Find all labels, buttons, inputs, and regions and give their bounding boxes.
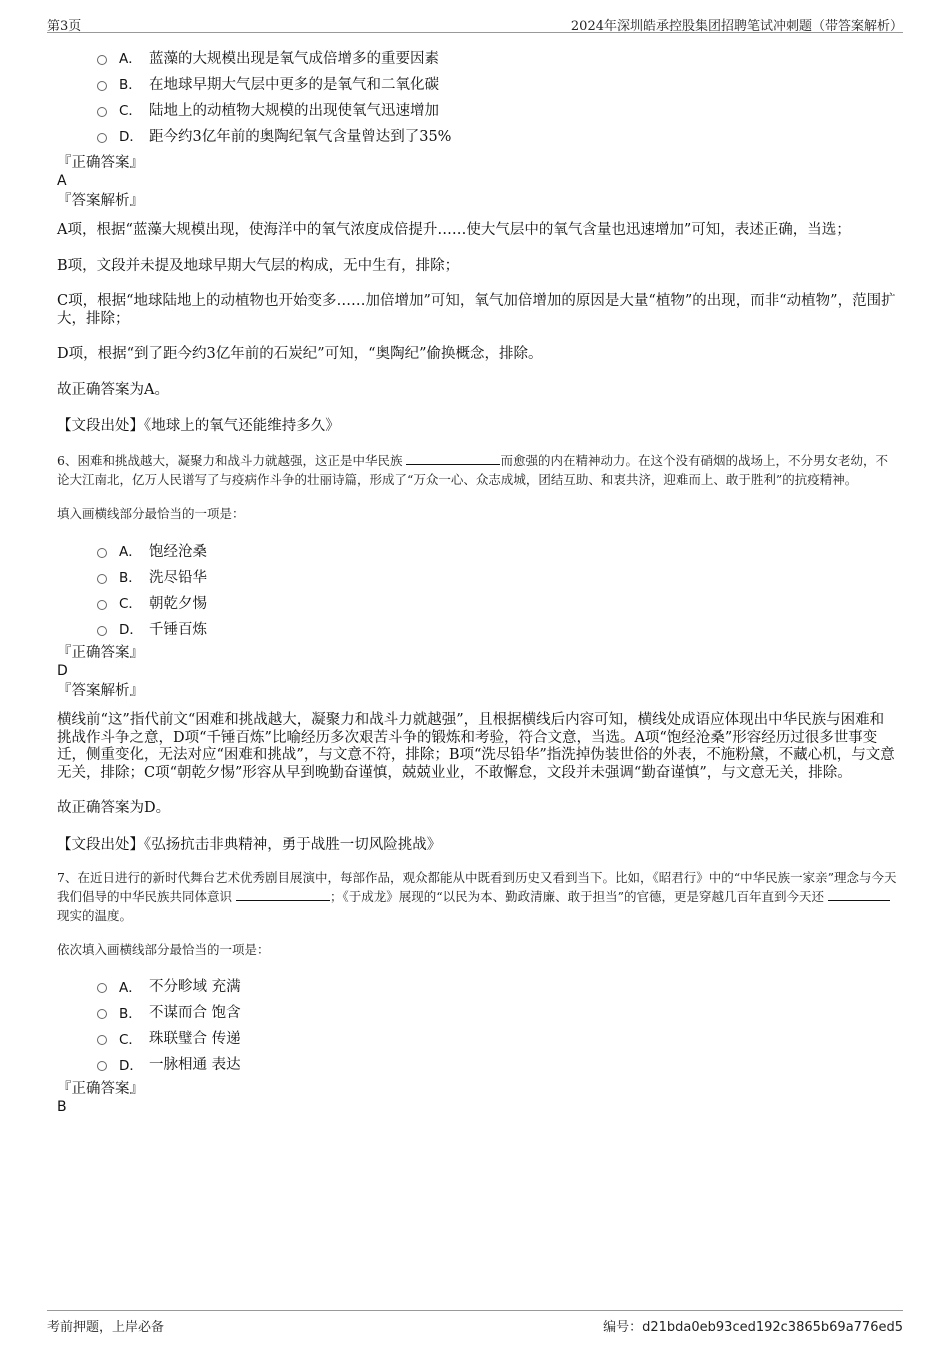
radio-icon[interactable] bbox=[97, 81, 107, 91]
q6-options bbox=[97, 537, 897, 641]
page-footer bbox=[47, 1310, 903, 1333]
q5-analysis-d: D项，根据“到了距今约3亿年前的石炭纪”可知，“奥陶纪”偷换概念，排除。 bbox=[57, 346, 543, 362]
q7-blank-1 bbox=[236, 888, 330, 901]
radio-icon[interactable] bbox=[97, 133, 107, 143]
q6-answer: D bbox=[57, 663, 68, 679]
q6-prompt: 填入画横线部分最恰当的一项是： bbox=[57, 506, 245, 521]
page-content bbox=[57, 44, 897, 1117]
radio-icon[interactable] bbox=[97, 626, 107, 636]
radio-icon[interactable] bbox=[97, 983, 107, 993]
q5-analysis-c: C项，根据“地球陆地上的动植物也开始变多……加倍增加”可知，氧气加倍增加的原因是大量“植物”的出现，而非“动植物”，范围扩大，排除； bbox=[57, 293, 896, 327]
q6-option-b[interactable]: B． 洗尽铅华 bbox=[97, 563, 897, 589]
q7-prompt: 依次填入画横线部分最恰当的一项是： bbox=[57, 941, 270, 957]
q6-option-a[interactable]: A． 饱经沧桑 bbox=[97, 537, 897, 563]
q7-stem: 7、在近日进行的新时代舞台艺术优秀剧目展演中，每部作品，观众都能从中既看到历史又看到当下。比如，《昭君行》中的“中华民族一家亲”理念与今天我们倡导的中华民族共同体意识 ；《于成龙》展现的“以民为本、勤政清廉、敢于担当”的官德，更是穿越几百年直到今天还 现实的温度。 bbox=[57, 869, 897, 923]
q6-stem: 6、困难和挑战越大，凝聚力和战斗力就越强，这正是中华民族 而愈强的内在精神动力。在这个没有硝烟的战场上，不分男女老幼，不论大江南北，亿万人民谱写了与疫病作斗争的壮丽诗篇，形成了“万众一心、众志成城，团结互助、和衷共济，迎难而上、敢于胜利”的抗疫精神。 bbox=[57, 453, 888, 487]
document-code bbox=[603, 1316, 903, 1335]
q7-option-d[interactable]: D． 一脉相通 表达 bbox=[97, 1051, 897, 1077]
q7-option-b[interactable]: B． 不谋而合 饱含 bbox=[97, 999, 897, 1025]
q5-option-b[interactable]: B． 在地球早期大气层中更多的是氧气和二氧化碳 bbox=[97, 70, 897, 96]
q5-answer: A bbox=[57, 173, 67, 189]
q5-conclusion: 故正确答案为A。 bbox=[57, 381, 169, 398]
q5-analysis-a: A项，根据“蓝藻大规模出现，使海洋中的氧气浓度成倍提升……使大气层中的氧气含量也迅速增加”可知，表述正确，当选； bbox=[57, 222, 851, 238]
radio-icon[interactable] bbox=[97, 1035, 107, 1045]
q5-source: 【文段出处】《地球上的氧气还能维持多久》 bbox=[57, 418, 340, 434]
q7-blank-2 bbox=[828, 888, 890, 901]
footer-slogan: 考前押题，上岸必备 bbox=[47, 1320, 165, 1335]
q6-blank bbox=[406, 452, 500, 465]
radio-icon[interactable] bbox=[97, 600, 107, 610]
radio-icon[interactable] bbox=[97, 55, 107, 65]
radio-icon[interactable] bbox=[97, 107, 107, 117]
q5-analysis-b: B项，文段并未提及地球早期大气层的构成，无中生有，排除； bbox=[57, 257, 460, 274]
page-header bbox=[47, 12, 903, 33]
q6-option-d[interactable]: D． 千锤百炼 bbox=[97, 615, 897, 641]
q7-option-a[interactable]: A． 不分畛域 充满 bbox=[97, 973, 897, 999]
q7-answer-label: 『正确答案』 bbox=[57, 1080, 144, 1097]
radio-icon[interactable] bbox=[97, 574, 107, 584]
code-label: 编号： bbox=[603, 1320, 643, 1335]
q5-option-d[interactable]: D． 距今约3亿年前的奥陶纪氧气含量曾达到了35% bbox=[97, 122, 897, 148]
q6-conclusion: 故正确答案为D。 bbox=[57, 800, 171, 816]
document-title: 2024年深圳皓承控股集团招聘笔试冲刺题（带答案解析） bbox=[570, 19, 903, 34]
radio-icon[interactable] bbox=[97, 1061, 107, 1071]
code-value: d21bda0eb93ced192c3865b69a776ed5 bbox=[642, 1320, 903, 1335]
q6-analysis: 横线前“这”指代前文“困难和挑战越大，凝聚力和战斗力就越强”，且根据横线后内容可知，横线处成语应体现出中华民族与困难和挑战作斗争之意，D项“千锤百炼”比喻经历多次艰苦斗争的锻炼和考验，符合文意，当选。A项“饱经沧桑”形容经历过很多世事变迁，侧重变化，无法对应“困难和挑战”，与文意不符，排除；B项“洗尽铅华”指洗掉伪装世俗的外表，不施粉黛，不藏心机，与文意无关，排除；C项“朝乾夕惕”形容从早到晚勤奋谨慎，兢兢业业，不敢懈怠，文段并未强调“勤奋谨慎”，与文意无关，排除。 bbox=[57, 712, 895, 781]
q5-option-a[interactable]: A． 蓝藻的大规模出现是氧气成倍增多的重要因素 bbox=[97, 44, 897, 70]
q6-analysis-label: 『答案解析』 bbox=[57, 683, 144, 699]
q5-answer-label: 『正确答案』 bbox=[57, 155, 144, 171]
q6-option-c[interactable]: C． 朝乾夕惕 bbox=[97, 589, 897, 615]
q5-analysis-label: 『答案解析』 bbox=[57, 193, 144, 209]
q7-option-c[interactable]: C． 珠联璧合 传递 bbox=[97, 1025, 897, 1051]
radio-icon[interactable] bbox=[97, 1009, 107, 1019]
q6-answer-label: 『正确答案』 bbox=[57, 645, 144, 661]
q7-answer: B bbox=[57, 1098, 67, 1115]
q5-option-c[interactable]: C． 陆地上的动植物大规模的出现使氧气迅速增加 bbox=[97, 96, 897, 122]
q5-options bbox=[97, 44, 897, 148]
q7-options bbox=[97, 973, 897, 1077]
q6-source: 【文段出处】《弘扬抗击非典精神，勇于战胜一切风险挑战》 bbox=[57, 836, 442, 853]
page-number: 第3页 bbox=[47, 19, 82, 34]
radio-icon[interactable] bbox=[97, 548, 107, 558]
